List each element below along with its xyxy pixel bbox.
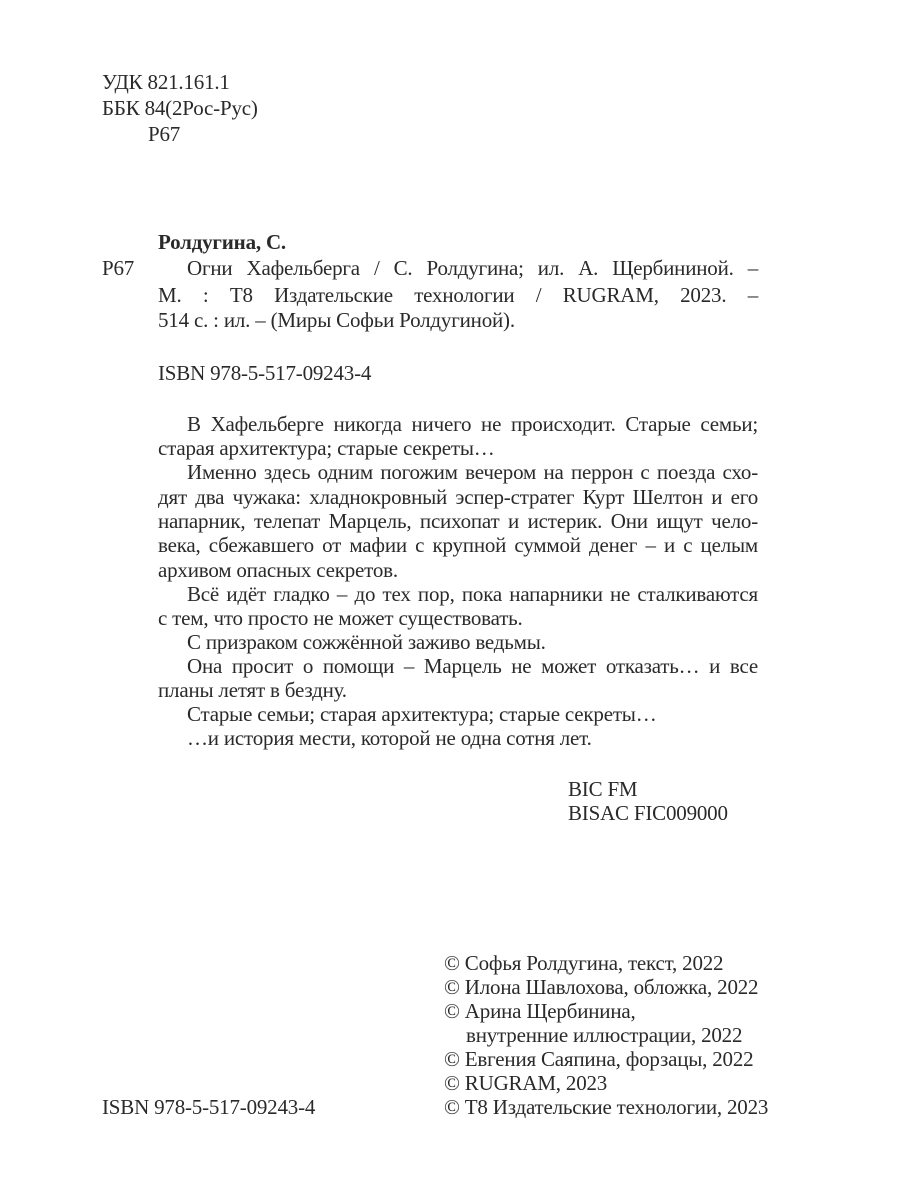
annotation-line: Именно здесь одним погожим вечером на перрон с поезда схо- bbox=[187, 460, 758, 484]
annotation-line: с тем, что просто не может существовать. bbox=[158, 606, 523, 630]
annotation-line: старая архитектура; старые секреты… bbox=[158, 436, 495, 460]
copyright-line: © Евгения Саяпина, форзацы, 2022 bbox=[444, 1047, 754, 1071]
annotation-line: С призраком сожжённой заживо ведьмы. bbox=[187, 630, 546, 654]
copyright-line: © Илона Шавлохова, обложка, 2022 bbox=[444, 975, 759, 999]
record-author-sign: Р67 bbox=[102, 256, 135, 280]
annotation-line: напарник, телепат Марцель, психопат и истерик. Они ищут чело- bbox=[158, 509, 758, 533]
copyright-line: © Арина Щербинина, bbox=[444, 999, 636, 1023]
record-isbn: ISBN 978-5-517-09243-4 bbox=[158, 361, 372, 385]
record-author: Ролдугина, С. bbox=[158, 230, 286, 254]
author-sign: Р67 bbox=[148, 122, 181, 146]
annotation-line: Она просит о помощи – Марцель не может отказать… и все bbox=[187, 654, 758, 678]
record-line: 514 с. : ил. – (Миры Софьи Ролдугиной). bbox=[158, 308, 515, 332]
annotation-line: Всё идёт гладко – до тех пор, пока напарники не сталкиваются bbox=[187, 582, 758, 606]
copyright-line: внутренние иллюстрации, 2022 bbox=[466, 1023, 743, 1047]
annotation-line: …и история мести, которой не одна сотня лет. bbox=[187, 726, 592, 750]
bbk-code: ББК 84(2Рос-Рус) bbox=[102, 96, 258, 120]
bic-code: BIC FM bbox=[568, 777, 638, 801]
record-line: Огни Хафельберга / С. Ролдугина; ил. А. Щербининой. – bbox=[187, 256, 758, 280]
annotation-line: архивом опасных секретов. bbox=[158, 558, 398, 582]
copyright-line: © Т8 Издательские технологии, 2023 bbox=[444, 1095, 769, 1119]
udk-code: УДК 821.161.1 bbox=[102, 70, 230, 94]
annotation-line: В Хафельберге никогда ничего не происходит. Старые семьи; bbox=[187, 412, 758, 436]
isbn-bottom: ISBN 978-5-517-09243-4 bbox=[102, 1095, 316, 1119]
copyright-line: © RUGRAM, 2023 bbox=[444, 1071, 608, 1095]
annotation-line: века, сбежавшего от мафии с крупной суммой денег – и с целым bbox=[158, 533, 758, 557]
bisac-code: BISAC FIC009000 bbox=[568, 801, 728, 825]
record-line: М. : Т8 Издательские технологии / RUGRAM, 2023. – bbox=[158, 283, 758, 307]
annotation-line: планы летят в бездну. bbox=[158, 678, 347, 702]
annotation-line: Старые семьи; старая архитектура; старые секреты… bbox=[187, 702, 657, 726]
copyright-line: © Софья Ролдугина, текст, 2022 bbox=[444, 951, 724, 975]
annotation-line: дят два чужака: хладнокровный эспер-стратег Курт Шелтон и его bbox=[158, 485, 758, 509]
